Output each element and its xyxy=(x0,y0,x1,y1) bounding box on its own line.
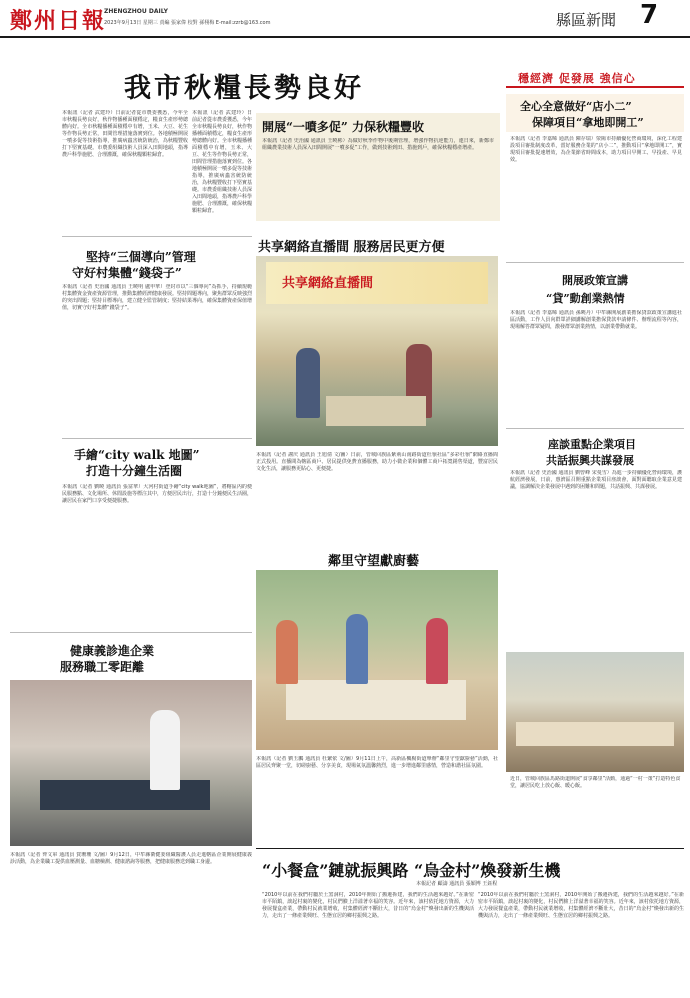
autumn-grain-body-col2: 本報訊（記者 武建玲）日前記者從市農委獲悉，今年全市秋糧長勢良好，秋作物播種面積穩定，糧食生產形勢總體向好。全市秋糧播種面積穩中有增，玉米、大豆、花生等作物長勢正常，田間管理措施落實到位。各地積極開展一噴多促等技術指導，推廣病蟲害統防統治，為秋糧豐收打下堅實基礎。市農委組織技術人員深入田間地頭，指導農戶科學施肥、合理灌溉，確保秋糧顆粒歸倉。 xyxy=(192,110,252,214)
health-photo xyxy=(10,680,252,846)
divider-left-3 xyxy=(10,632,252,633)
city-walk-title-1: 手繪“city walk 地圖” xyxy=(74,448,200,462)
small-meal-body-col2: “2010年以前在我們村屬於土窯洞村，2010年開始了搬遷拆建，我們的生活越來越好。”在新密市平陌鎮，談起村裏的變化，村民們臉上洋溢著幸福的笑容。近年來，該村依托地方資源，大力發展餐盒產業，帶動村民就業增收，村集體經濟不斷壯大，昔日的“烏金村”煥發出新的生機與活力，走出了一條產業興旺、生態宜居的鄉村振興之路。 xyxy=(478,892,684,919)
city-walk-body: 本報訊（記者 劉曉 通訊員 張富華）大河村街道手繪“city walk地圖”，將轄區內的便民服務點、文化場所、休閒設施等標注其中，方便居民出行，打造十分鐘便民生活圈，讓居民在家門口享受便捷服務。 xyxy=(62,484,252,504)
banner-slogan: 穩經濟 促發展 強信心 xyxy=(518,72,636,85)
health-photo-bed xyxy=(40,780,210,810)
divider-left-1 xyxy=(62,236,252,237)
forum-title-2: 共話振興共謀發展 xyxy=(546,454,634,467)
newspaper-name-en: ZHENGZHOU DAILY xyxy=(104,8,168,15)
divider-right-1 xyxy=(506,262,684,263)
live-photo-table xyxy=(326,396,426,426)
health-body: 本報訊（記者 齊文軍 通訊員 賀珊珊 文/圖）9月12日，中牟縣衛健委組織醫護人員走進轄區企業開展健康義診活動，為企業職工提供血壓測量、血糖檢測、健康諮詢等服務，把健康服務送到職工身邊。 xyxy=(10,852,252,865)
masthead xyxy=(0,0,690,42)
three-guide-title-2: 守好村集體“錢袋子” xyxy=(72,266,182,280)
live-photo-person-1 xyxy=(296,348,320,418)
slogan-rule xyxy=(506,86,684,88)
date-line: 2023年9月13日 星期三 責編 張家偉 校對 孫栩梅 E-mail:zzrb@163.com xyxy=(104,20,271,26)
city-walk-title-2: 打造十分鐘生活圈 xyxy=(86,464,183,478)
masthead-rule xyxy=(0,36,690,38)
small-meal-byline: 本報記者 顧濤 通訊員 張穎博 王鈺程 xyxy=(416,881,498,887)
page-number: 7 xyxy=(640,0,659,30)
newspaper-logo: 鄭州日報 xyxy=(10,8,107,34)
store-leader-title-2: 保障項目“拿地即開工” xyxy=(532,116,644,129)
small-meal-body: “2010年以前在我們村屬於土窯洞村，2010年開始了搬遷拆建，我們的生活越來越好。”在新密市平陌鎮，談起村裏的變化，村民們臉上洋溢著幸福的笑容。近年來，該村依托地方資源，大力發展餐盒產業，帶動村民就業增收，村集體經濟不斷壯大，昔日的“烏金村”煥發出新的生機與活力，走出了一條產業興旺、生態宜居的鄉村振興之路。 xyxy=(262,892,474,919)
policy-loan-body: 本報訊（記者 李嘉晞 通訊員 孫曉丹）中牟縣開展創業擔保貸款政策宣講進社區活動，工作人員向群眾詳細講解創業擔保貸款申請條件、辦理流程等內容，現場解答群眾疑問，激發群眾創業熱情，以創業帶動就業。 xyxy=(510,310,682,330)
live-photo-banner-text: 共享網絡直播間 xyxy=(282,276,374,291)
neighbor-body: 本報訊（記者 劉玉鵬 通訊員 杜繁依 文/圖）9月11日上午，高新區楓楊街道舉辦“鄰里守望獻廚藝”活動，社區居民齊聚一堂，切磋廚藝、分享美食，現場氣氛溫馨熱烈，進一步增進鄰里感情，營造和諧社區氛圍。 xyxy=(256,756,498,769)
spray-title: 開展“一噴多促” 力保秋糧豐收 xyxy=(262,120,424,134)
divider-left-2 xyxy=(62,438,252,439)
canteen-photo-tables xyxy=(516,722,674,746)
small-meal-title: “小餐盒”鏈就振興路 “烏金村”煥發新生機 xyxy=(262,861,561,880)
section-name: 縣區新聞 xyxy=(556,11,617,29)
neighbor-photo-person-3 xyxy=(426,618,448,684)
health-title-1: 健康義診進企業 xyxy=(70,644,155,658)
live-body: 本報訊（記者 謝庆 通訊員 王旭倩 文/圖）日前，管城回族區紫荊山南路街道杜嶺社區“多彩杜嶺”網絡直播間正式投用。直播間為轄區商戶、居民提供免費直播服務，助力小微企業和個體工商戶拓寬銷售渠道，豐富居民文化生活，讓服務更貼心、更便捷。 xyxy=(256,452,498,472)
divider-right-2 xyxy=(506,428,684,429)
live-photo xyxy=(256,256,498,446)
neighbor-photo-table xyxy=(286,680,466,720)
policy-loan-title-2: “貸”動創業熱情 xyxy=(546,292,625,305)
small-meal-rule xyxy=(256,848,684,849)
neighbor-title: 鄰里守望獻廚藝 xyxy=(328,554,420,569)
store-leader-body: 本報訊（記者 李嘉晞 通訊員 陳存瑞）滎陽市持續優化營商環境，深化工程建設項目審批制度改革，當好服務企業的“店小二”，推動項目“拿地即開工”，實現項目審批提速增效，為企業節省時間成本，助力項目早開工、早投產、早見效。 xyxy=(510,136,682,163)
neighbor-photo-person-2 xyxy=(346,614,368,684)
canteen-photo xyxy=(506,652,684,772)
main-headline: 我市秋糧長勢良好 xyxy=(124,73,364,104)
three-guide-title-1: 堅持“三個導向”管理 xyxy=(86,250,196,264)
autumn-grain-body: 本報訊（記者 武建玲）日前記者從市農委獲悉，今年全市秋糧長勢良好，秋作物播種面積穩定，糧食生產形勢總體向好。全市秋糧播種面積穩中有增，玉米、大豆、花生等作物長勢正常，田間管理措施落實到位。各地積極開展一噴多促等技術指導，推廣病蟲害統防統治，為秋糧豐收打下堅實基礎。市農委組織技術人員深入田間地頭，指導農戶科學施肥、合理灌溉，確保秋糧顆粒歸倉。 xyxy=(62,110,188,158)
three-guide-body: 本報訊（記者 史治國 通訊員 王曉明 盧申華）登封市以“三個導向”為抓手，持續規範村集體資金資產資源管理，推動集體經濟健康發展。堅持問題導向，聚焦群眾反映強烈的突出問題；堅持目標導向，建立健全監管制度；堅持結果導向，確保集體資產保值增值，切實守好村集體“錢袋子”。 xyxy=(62,284,252,311)
neighbor-photo-person-1 xyxy=(276,620,298,684)
forum-body: 本報訊（記者 史治國 通訊員 劉曾峰 宋曼雪）為進一步持續優化營商環境，護航經濟發展，日前，惠濟區召開重點企業項目座談會，面對面聽取企業意見建議，協調解決企業發展中遇到的困難和問題，共話振興、共謀發展。 xyxy=(510,470,682,490)
spray-body: 本報訊（記者 史治國 通訊員 王曉彬）為做好秋季作物中後期管理，增強作物抗逆能力，連日來，新鄭市組織農業技術人員深入田間開展“一噴多促”工作，做到技術到田、措施到戶，確保秋糧穩產增產。 xyxy=(262,138,494,151)
health-title-2: 服務職工零距離 xyxy=(60,660,145,674)
forum-title-1: 座談重點企業項目 xyxy=(548,438,636,451)
health-photo-doctor xyxy=(150,710,180,790)
neighbor-photo xyxy=(256,570,498,750)
store-leader-title-1: 全心全意做好“店小二” xyxy=(520,100,632,113)
live-title: 共享網絡直播間 服務居民更方便 xyxy=(258,240,445,255)
policy-loan-title-1: 開展政策宣講 xyxy=(562,274,628,287)
canteen-caption: 近日，管城回族區馬路街道開展“食享鄰里”活動，通過“一村一策”打造特色食堂，讓居民吃上放心飯、暖心飯。 xyxy=(510,776,681,789)
